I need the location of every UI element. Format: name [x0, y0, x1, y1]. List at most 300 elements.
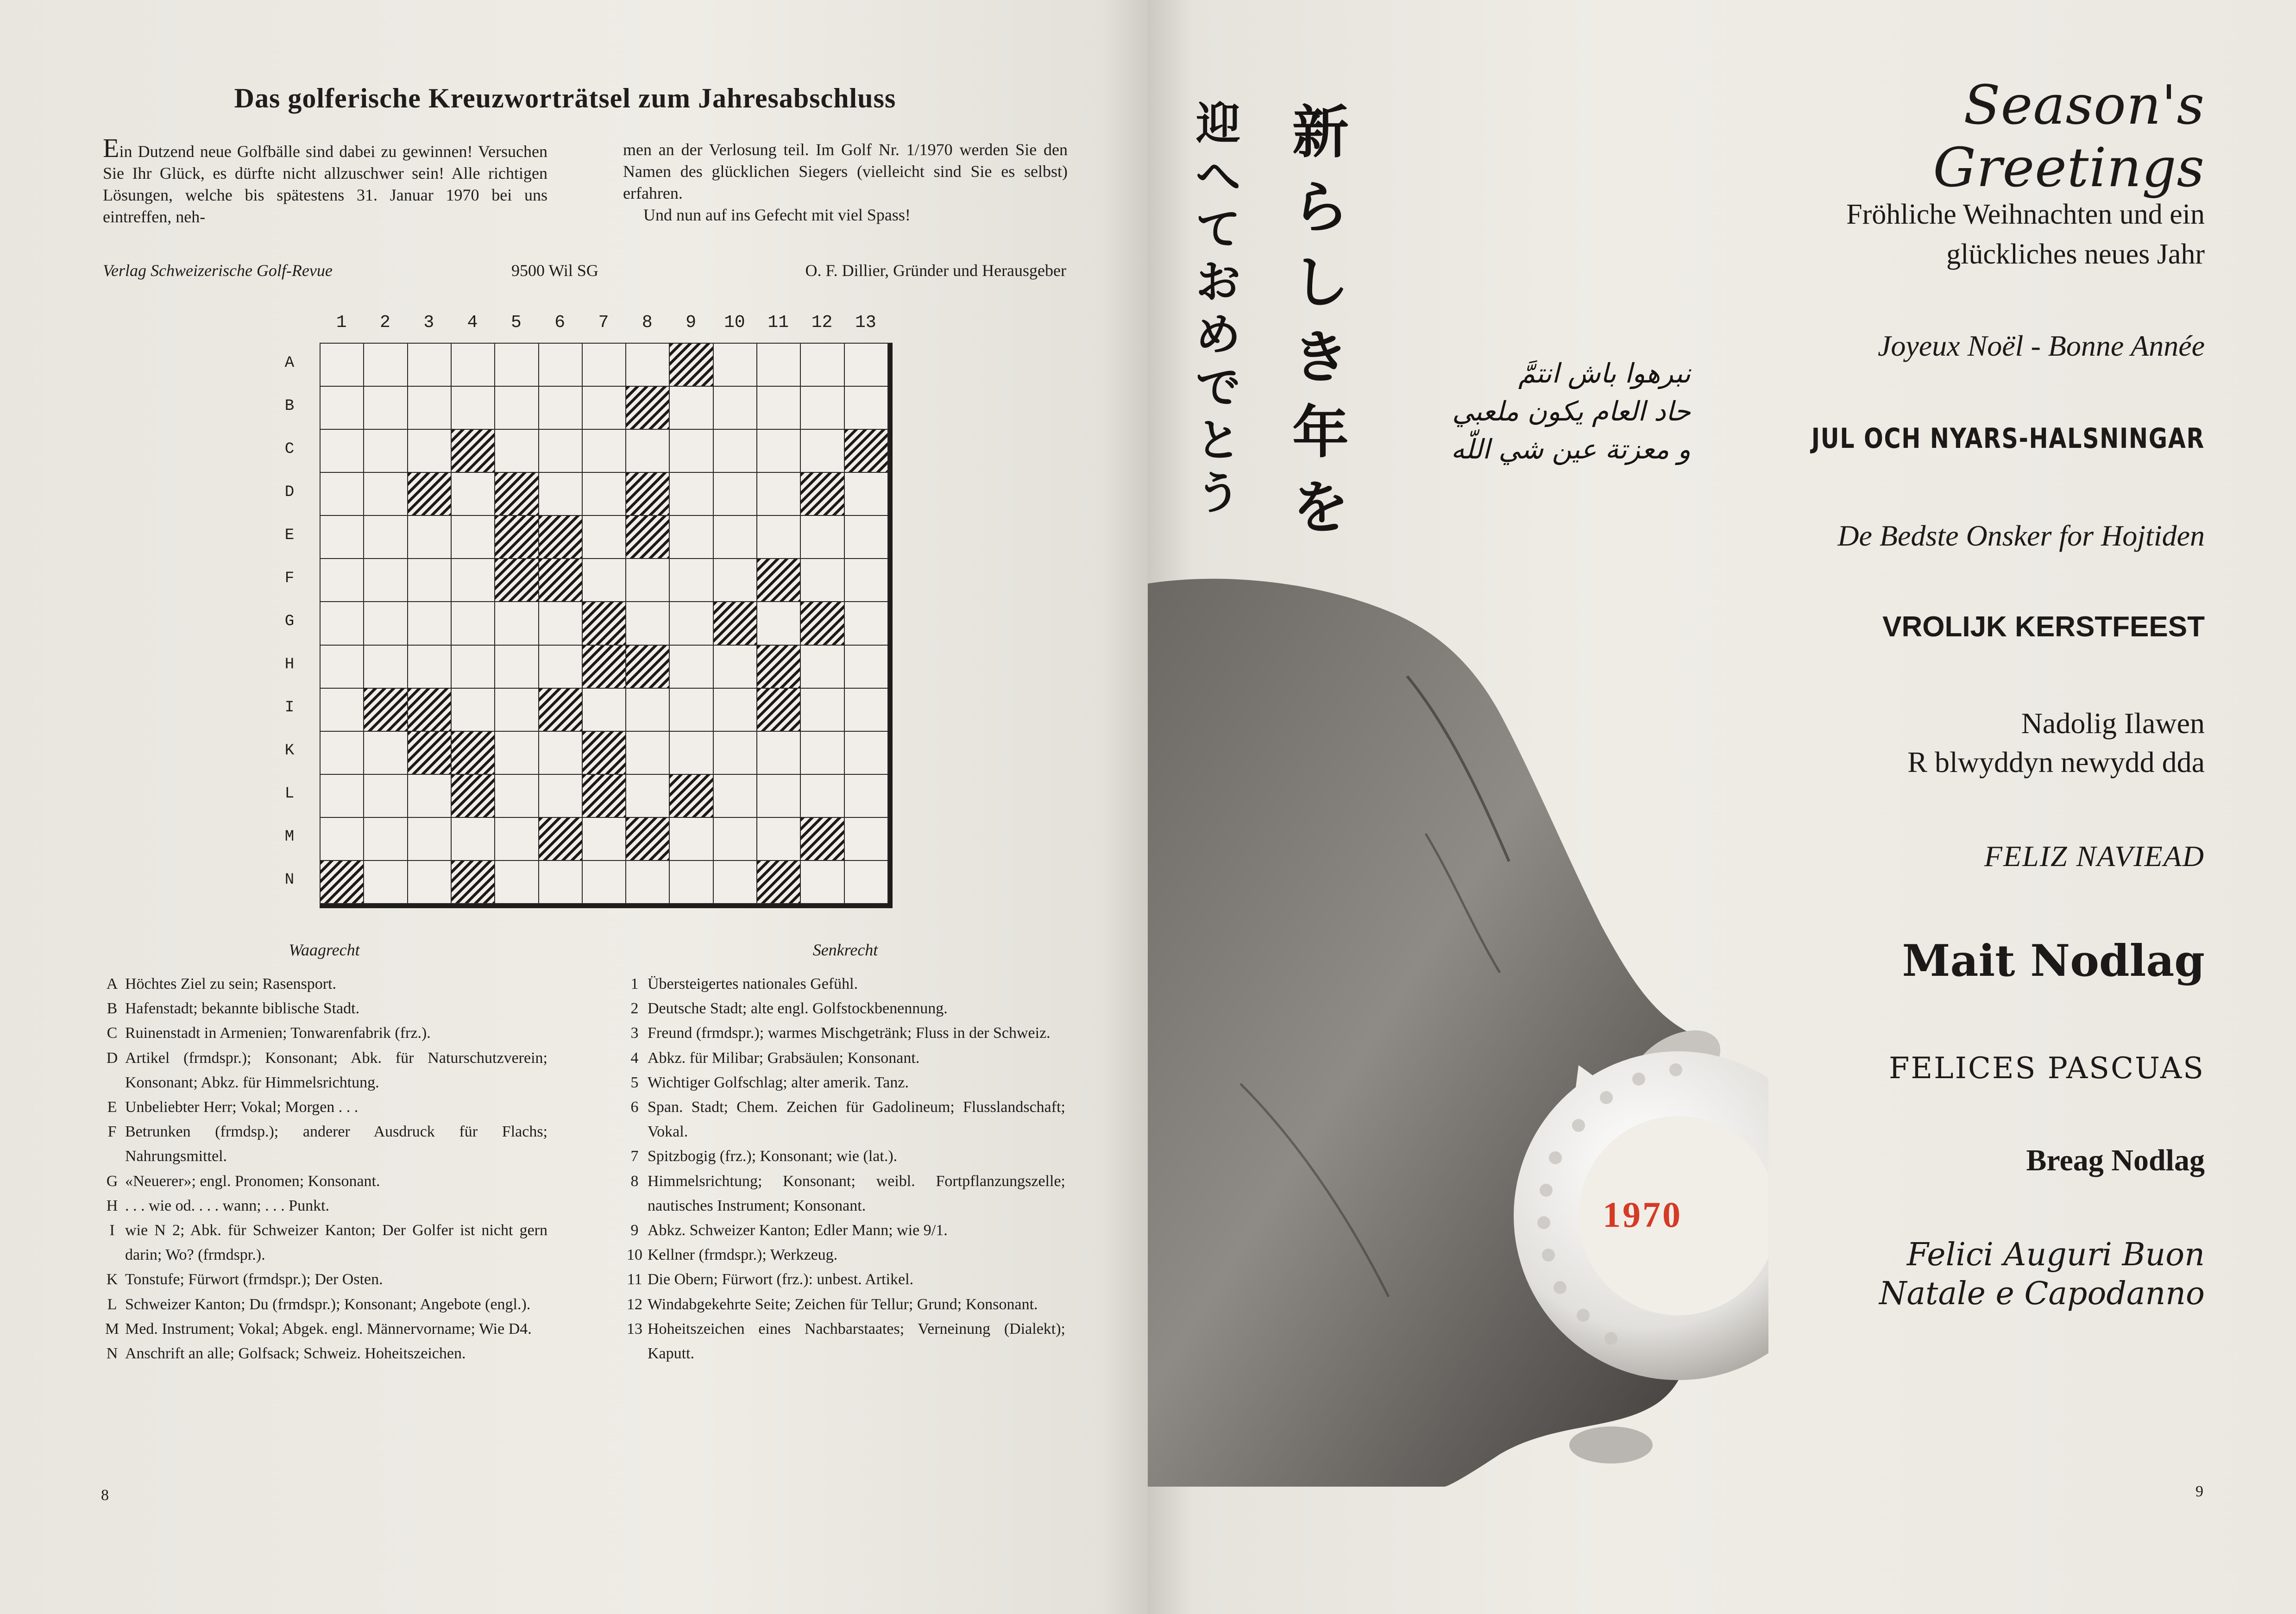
crossword-cell[interactable]	[495, 689, 539, 732]
crossword-black-cell	[408, 732, 452, 775]
page-title: Das golferische Kreuzworträtsel zum Jahresabschluss	[234, 83, 896, 113]
crossword-black-cell	[452, 732, 495, 775]
crossword-cell[interactable]	[670, 473, 713, 516]
row-letter: L	[284, 785, 295, 803]
greeting-welsh-line-2: R blwyddyn newydd dda	[1907, 746, 2205, 779]
across-heading: Waagrecht	[289, 941, 360, 959]
clue-key: 2	[630, 1000, 639, 1017]
crossword-cell[interactable]	[626, 775, 670, 818]
crossword-cell[interactable]	[801, 689, 844, 732]
fingernail	[1569, 1426, 1653, 1463]
crossword-black-cell	[321, 861, 364, 904]
clue-text: Kellner (frmdspr.); Werkzeug.	[648, 1246, 838, 1264]
crossword-black-cell	[714, 602, 757, 645]
japanese-character: 新	[1292, 100, 1349, 165]
greeting-italian-line-1: Felici Auguri Buon	[1906, 1237, 2205, 1273]
clue-key: 7	[630, 1148, 639, 1165]
clue-item	[103, 1169, 547, 1193]
arabic-line: حاد العام يكون ملعبي	[1452, 396, 1691, 427]
crossword-cell[interactable]	[801, 559, 844, 602]
clue-text: Wichtiger Golfschlag; alter amerik. Tanz.	[648, 1074, 909, 1091]
clue-key: G	[106, 1172, 118, 1190]
intro-column-1	[103, 133, 547, 228]
crossword-cell[interactable]	[452, 818, 495, 861]
greeting-french: Joyeux Noël - Bonne Année	[1877, 329, 2205, 362]
crossword-cell[interactable]	[495, 818, 539, 861]
greeting-italian-line-2: Natale e Capodanno	[1879, 1275, 2205, 1312]
japanese-character: お	[1196, 256, 1240, 308]
crossword-cell[interactable]	[321, 818, 364, 861]
crossword-black-cell	[626, 473, 670, 516]
arabic-greeting	[1385, 354, 1691, 468]
clue-text: Hafenstadt; bekannte biblische Stadt.	[125, 1000, 360, 1017]
crossword-cell[interactable]	[321, 689, 364, 732]
crossword-cell[interactable]	[626, 732, 670, 775]
clue-key: H	[106, 1197, 118, 1214]
crossword-cell[interactable]	[801, 516, 844, 559]
crossword-cell[interactable]	[845, 473, 888, 516]
clue-item	[625, 1267, 1065, 1292]
down-clues	[625, 972, 1065, 1366]
clue-text: Med. Instrument; Vokal; Abgek. engl. Männervorname; Wie D4.	[125, 1320, 532, 1338]
crossword-black-cell	[626, 387, 670, 430]
clue-key: A	[106, 975, 118, 992]
clue-key: 8	[630, 1172, 639, 1190]
japanese-greeting-col-2	[1196, 97, 1240, 520]
greeting-italian	[1714, 1236, 2205, 1313]
row-letter: A	[284, 354, 295, 372]
crossword-cell[interactable]	[364, 861, 408, 904]
crossword-cell[interactable]	[845, 775, 888, 818]
crossword-cell[interactable]	[757, 732, 801, 775]
crossword-cell[interactable]	[408, 775, 452, 818]
row-letter: E	[284, 526, 295, 544]
crossword-black-cell	[364, 689, 408, 732]
crossword-cell[interactable]	[452, 344, 495, 387]
crossword-cell[interactable]	[714, 559, 757, 602]
crossword-cell[interactable]	[539, 646, 583, 689]
crossword-cell[interactable]	[539, 387, 583, 430]
greeting-german	[1714, 195, 2205, 274]
clue-text: wie N 2; Abk. für Schweizer Kanton; Der Golfer ist nicht gern darin; Wo? (frmdspr.).	[125, 1222, 547, 1264]
japanese-character: 年	[1292, 400, 1349, 465]
crossword-cell[interactable]	[845, 689, 888, 732]
crossword-cell[interactable]	[408, 602, 452, 645]
greeting-danish: De Bedste Onsker for Hojtiden	[1837, 519, 2205, 552]
clue-key: D	[106, 1049, 118, 1067]
crossword-cell[interactable]	[364, 818, 408, 861]
crossword-cell[interactable]	[452, 646, 495, 689]
crossword-black-cell	[757, 689, 801, 732]
crossword-cell[interactable]	[670, 602, 713, 645]
clue-text: Höchtes Ziel zu sein; Rasensport.	[125, 975, 337, 992]
crossword-black-cell	[757, 559, 801, 602]
clue-text: Tonstufe; Fürwort (frmdspr.); Der Osten.	[125, 1271, 383, 1288]
crossword-black-cell	[583, 646, 626, 689]
crossword-cell[interactable]	[845, 646, 888, 689]
clue-key: K	[106, 1271, 118, 1288]
crossword-cell[interactable]	[452, 387, 495, 430]
crossword-cell[interactable]	[495, 732, 539, 775]
column-number: 7	[598, 313, 609, 333]
crossword-cell[interactable]	[321, 602, 364, 645]
crossword-black-cell	[539, 516, 583, 559]
intro-text-2: men an der Verlosung teil. Im Golf Nr. 1/1970 werden Sie den Namen des glücklichen Siegers (vielleicht sind Sie es selbst) erfahren.	[623, 140, 1068, 202]
crossword-cell[interactable]	[757, 775, 801, 818]
clue-key: 9	[630, 1222, 639, 1239]
crossword-cell[interactable]	[364, 473, 408, 516]
crossword-cell[interactable]	[845, 516, 888, 559]
clue-text: Betrunken (frmdsp.); anderer Ausdruck für Flachs; Nahrungsmittel.	[125, 1123, 547, 1165]
crossword-black-cell	[452, 430, 495, 473]
crossword-cell[interactable]	[714, 473, 757, 516]
clue-key: L	[107, 1295, 117, 1313]
clue-key: 4	[630, 1049, 639, 1067]
clue-text: «Neuerer»; engl. Pronomen; Konsonant.	[125, 1172, 380, 1190]
crossword-cell[interactable]	[714, 818, 757, 861]
clue-key: N	[106, 1345, 118, 1363]
intro-text-1: in Dutzend neue Golfbälle sind dabei zu gewinnen! Versuchen Sie Ihr Glück, es dürfte nicht allzuschwer sein! Alle richtigen Lösungen, welche bis spätestens 31. Januar 1970 bei uns eintreffen, neh-	[103, 142, 547, 226]
crossword-cell[interactable]	[321, 775, 364, 818]
publisher-city: 9500 Wil SG	[511, 261, 598, 280]
crossword-cell[interactable]	[321, 387, 364, 430]
crossword-cell[interactable]	[757, 387, 801, 430]
greeting-welsh	[1714, 704, 2205, 782]
crossword-cell[interactable]	[408, 344, 452, 387]
clue-text: Deutsche Stadt; alte engl. Golfstockbenennung.	[648, 1000, 948, 1017]
crossword-black-cell	[670, 344, 713, 387]
crossword-cell[interactable]	[539, 775, 583, 818]
row-letter: N	[284, 871, 295, 889]
clue-text: Windabgekehrte Seite; Zeichen für Tellur; Grund; Konsonant.	[648, 1295, 1038, 1313]
row-letter: F	[284, 569, 295, 587]
clue-text: Ruinenstadt in Armenien; Tonwarenfabrik (frz.).	[125, 1024, 431, 1042]
crossword-black-cell	[670, 775, 713, 818]
crossword-cell[interactable]	[583, 387, 626, 430]
crossword-cell[interactable]	[626, 559, 670, 602]
crossword-cell[interactable]	[801, 732, 844, 775]
clue-key: 11	[627, 1271, 642, 1288]
greeting-german-text: Fröhliche Weihnachten und ein glückliches neues Jahr	[1846, 199, 2205, 270]
crossword-cell[interactable]	[714, 732, 757, 775]
crossword-cell[interactable]	[321, 516, 364, 559]
clue-item	[103, 1317, 547, 1341]
crossword-cell[interactable]	[321, 732, 364, 775]
arabic-line: و معزتة عين شي اللّه	[1451, 433, 1691, 465]
crossword-cell[interactable]	[495, 775, 539, 818]
column-number: 1	[336, 313, 347, 333]
column-number: 9	[686, 313, 697, 333]
crossword-cell[interactable]	[714, 516, 757, 559]
crossword-cell[interactable]	[364, 430, 408, 473]
greeting-swedish: JUL OCH NYARS-HALSNINGAR	[1811, 422, 2205, 455]
crossword-cell[interactable]	[495, 646, 539, 689]
column-number: 3	[423, 313, 434, 333]
clue-item	[103, 1218, 547, 1267]
japanese-character: て	[1196, 203, 1240, 255]
crossword-cell[interactable]	[626, 689, 670, 732]
crossword-grid	[320, 343, 893, 908]
clue-key: M	[105, 1320, 120, 1338]
page-number-right: 9	[2195, 1483, 2203, 1500]
greeting-dutch: VROLIJK KERSTFEEST	[1882, 611, 2205, 643]
crossword-black-cell	[801, 818, 844, 861]
crossword-cell[interactable]	[408, 861, 452, 904]
crossword-black-cell	[539, 818, 583, 861]
crossword-black-cell	[452, 775, 495, 818]
greeting-gaelic-1: Mait Nodlag	[1902, 936, 2205, 986]
column-number: 4	[467, 313, 478, 333]
crossword-cell[interactable]	[583, 818, 626, 861]
japanese-character: 迎	[1196, 98, 1240, 150]
clue-item	[103, 1292, 547, 1317]
crossword-black-cell	[757, 861, 801, 904]
crossword-cell[interactable]	[583, 861, 626, 904]
publisher-line	[103, 261, 1066, 284]
crossword-cell[interactable]	[321, 430, 364, 473]
clue-text: Anschrift an alle; Golfsack; Schweiz. Hoheitszeichen.	[125, 1345, 466, 1363]
clue-key: 6	[630, 1099, 639, 1116]
page-number-left: 8	[101, 1487, 109, 1504]
clue-item	[625, 972, 1065, 996]
clue-item	[103, 1046, 547, 1095]
clue-key: F	[107, 1123, 117, 1141]
crossword-cell[interactable]	[364, 602, 408, 645]
crossword-cell[interactable]	[408, 430, 452, 473]
crossword-cell[interactable]	[364, 344, 408, 387]
clue-key: 10	[627, 1246, 642, 1264]
across-clues	[103, 972, 547, 1366]
crossword-cell[interactable]	[583, 689, 626, 732]
clue-text: Himmelsrichtung; Konsonant; weibl. Fortpflanzungszelle; nautisches Instrument; Konsonant.	[648, 1172, 1065, 1214]
clue-text: Freund (frmdspr.); warmes Mischgetränk; Fluss in der Schweiz.	[648, 1024, 1050, 1042]
crossword-cell[interactable]	[757, 344, 801, 387]
row-letter: K	[284, 742, 295, 760]
clue-text: Übersteigertes nationales Gefühl.	[648, 975, 858, 992]
crossword-cell[interactable]	[364, 775, 408, 818]
crossword-cell[interactable]	[801, 861, 844, 904]
crossword-cell[interactable]	[495, 861, 539, 904]
crossword-cell[interactable]	[801, 646, 844, 689]
crossword-cell[interactable]	[626, 430, 670, 473]
crossword-cell[interactable]	[452, 473, 495, 516]
row-letter: I	[284, 699, 295, 717]
japanese-character: き	[1292, 325, 1349, 390]
japanese-character: う	[1196, 467, 1240, 519]
clue-text: Die Obern; Fürwort (frz.): unbest. Artikel.	[648, 1271, 914, 1288]
crossword-cell[interactable]	[845, 861, 888, 904]
crossword-cell[interactable]	[539, 430, 583, 473]
crossword-cell[interactable]	[670, 516, 713, 559]
crossword-cell[interactable]	[539, 473, 583, 516]
crossword-cell[interactable]	[757, 473, 801, 516]
crossword-cell[interactable]	[801, 344, 844, 387]
crossword-black-cell	[801, 602, 844, 645]
crossword-cell[interactable]	[670, 646, 713, 689]
clue-item	[625, 1218, 1065, 1243]
crossword-cell[interactable]	[845, 602, 888, 645]
clue-item	[103, 1341, 547, 1366]
column-number: 2	[380, 313, 390, 333]
crossword-black-cell	[801, 473, 844, 516]
crossword-black-cell	[495, 473, 539, 516]
crossword-cell[interactable]	[495, 602, 539, 645]
crossword-cell[interactable]	[670, 818, 713, 861]
clue-item	[625, 1144, 1065, 1168]
crossword-black-cell	[408, 473, 452, 516]
crossword-cell[interactable]	[714, 689, 757, 732]
crossword-cell[interactable]	[583, 473, 626, 516]
crossword-cell[interactable]	[626, 602, 670, 645]
row-letter: H	[284, 656, 295, 674]
crossword-cell[interactable]	[408, 516, 452, 559]
crossword-cell[interactable]	[364, 387, 408, 430]
crossword-cell[interactable]	[626, 344, 670, 387]
crossword-cell[interactable]	[452, 559, 495, 602]
japanese-character: で	[1196, 362, 1240, 414]
crossword-cell[interactable]	[801, 430, 844, 473]
row-letter: B	[284, 397, 295, 415]
column-number: 5	[510, 313, 522, 333]
crossword-cell[interactable]	[845, 818, 888, 861]
crossword-cell[interactable]	[670, 387, 713, 430]
clue-item	[103, 1095, 547, 1119]
column-number: 10	[724, 313, 745, 333]
crossword-cell[interactable]	[408, 387, 452, 430]
japanese-character: へ	[1196, 151, 1240, 202]
crossword-cell[interactable]	[757, 430, 801, 473]
crossword-cell[interactable]	[626, 861, 670, 904]
crossword-cell[interactable]	[670, 689, 713, 732]
drop-cap: E	[103, 133, 120, 163]
crossword-cell[interactable]	[539, 344, 583, 387]
clue-key: 1	[630, 975, 639, 992]
clue-item	[625, 1070, 1065, 1095]
crossword-cell[interactable]	[495, 430, 539, 473]
publisher-name: Verlag Schweizerische Golf-Revue	[103, 261, 333, 280]
crossword-cell[interactable]	[757, 602, 801, 645]
greeting-spanish-1: FELIZ NAVIEAD	[1984, 840, 2205, 873]
crossword-cell[interactable]	[452, 602, 495, 645]
clue-text: Schweizer Kanton; Du (frmdspr.); Konsonant; Angebote (engl.).	[125, 1295, 531, 1313]
japanese-character: を	[1292, 475, 1349, 540]
crossword-cell[interactable]	[714, 861, 757, 904]
clue-item	[625, 1317, 1065, 1366]
crossword-cell[interactable]	[408, 646, 452, 689]
crossword-cell[interactable]	[321, 473, 364, 516]
crossword-black-cell	[452, 861, 495, 904]
clue-item	[103, 996, 547, 1021]
clue-item	[103, 1267, 547, 1292]
row-letter: D	[284, 483, 295, 501]
japanese-character: と	[1196, 414, 1240, 466]
crossword-cell[interactable]	[364, 646, 408, 689]
crossword-cell[interactable]	[670, 732, 713, 775]
row-letter: M	[284, 828, 295, 846]
crossword-cell[interactable]	[583, 559, 626, 602]
crossword-cell[interactable]	[495, 387, 539, 430]
crossword-cell[interactable]	[670, 430, 713, 473]
crossword-cell[interactable]	[757, 818, 801, 861]
crossword-cell[interactable]	[757, 516, 801, 559]
crossword-cell[interactable]	[714, 775, 757, 818]
crossword-black-cell	[583, 602, 626, 645]
crossword-cell[interactable]	[408, 818, 452, 861]
column-number: 8	[642, 313, 653, 333]
crossword-cell[interactable]	[670, 861, 713, 904]
crossword-cell[interactable]	[801, 387, 844, 430]
clue-text: Abkz. Schweizer Kanton; Edler Mann; wie 9/1.	[648, 1222, 948, 1239]
clue-item	[103, 1021, 547, 1045]
crossword-cell[interactable]	[714, 646, 757, 689]
crossword-cell[interactable]	[408, 559, 452, 602]
intro-column-2	[623, 139, 1068, 226]
crossword-cell[interactable]	[583, 516, 626, 559]
crossword-cell[interactable]	[495, 344, 539, 387]
crossword-cell[interactable]	[714, 430, 757, 473]
crossword-cell[interactable]	[845, 344, 888, 387]
crossword-black-cell	[539, 559, 583, 602]
crossword-cell[interactable]	[364, 559, 408, 602]
crossword-cell[interactable]	[321, 344, 364, 387]
crossword-cell[interactable]	[364, 732, 408, 775]
japanese-character: し	[1292, 250, 1349, 315]
crossword-cell[interactable]	[801, 775, 844, 818]
crossword-cell[interactable]	[539, 861, 583, 904]
crossword-cell[interactable]	[364, 516, 408, 559]
column-number: 6	[554, 313, 566, 333]
crossword-cell[interactable]	[670, 559, 713, 602]
crossword-black-cell	[408, 689, 452, 732]
crossword-cell[interactable]	[845, 559, 888, 602]
greeting-welsh-line-1: Nadolig Ilawen	[2021, 707, 2205, 740]
clue-key: 13	[627, 1320, 642, 1338]
clue-text: . . . wie od. . . . wann; . . . Punkt.	[125, 1197, 330, 1214]
clue-item	[625, 1169, 1065, 1218]
clue-key: B	[107, 1000, 118, 1017]
crossword-cell[interactable]	[539, 602, 583, 645]
crossword-cell[interactable]	[539, 732, 583, 775]
clue-text: Unbeliebter Herr; Vokal; Morgen . . .	[125, 1099, 359, 1116]
clue-text: Abkz. für Milibar; Grabsäulen; Konsonant.	[648, 1049, 920, 1067]
crossword-cell[interactable]	[321, 646, 364, 689]
clue-item	[103, 1119, 547, 1168]
crossword-black-cell	[626, 646, 670, 689]
crossword-cell[interactable]	[583, 344, 626, 387]
crossword-cell[interactable]	[452, 689, 495, 732]
crossword-black-cell	[495, 559, 539, 602]
down-heading: Senkrecht	[812, 941, 878, 959]
hand-with-golf-ball-photo	[1148, 574, 1768, 1487]
japanese-character: ら	[1292, 175, 1349, 240]
clue-item	[625, 1021, 1065, 1045]
japanese-greeting-col-1	[1292, 95, 1349, 545]
clue-item	[625, 1095, 1065, 1144]
greeting-english: Season's Greetings	[1933, 74, 2205, 199]
crossword-cell[interactable]	[321, 559, 364, 602]
clue-key: C	[107, 1024, 118, 1042]
crossword-cell[interactable]	[845, 387, 888, 430]
crossword-cell[interactable]	[845, 732, 888, 775]
column-number: 11	[767, 313, 789, 333]
crossword-black-cell	[845, 430, 888, 473]
crossword-cell[interactable]	[714, 344, 757, 387]
crossword-cell[interactable]	[583, 430, 626, 473]
column-number: 12	[811, 313, 833, 333]
crossword-cell[interactable]	[452, 516, 495, 559]
intro-closing: Und nun auf ins Gefecht mit viel Spass!	[643, 206, 911, 224]
crossword-cell[interactable]	[714, 387, 757, 430]
